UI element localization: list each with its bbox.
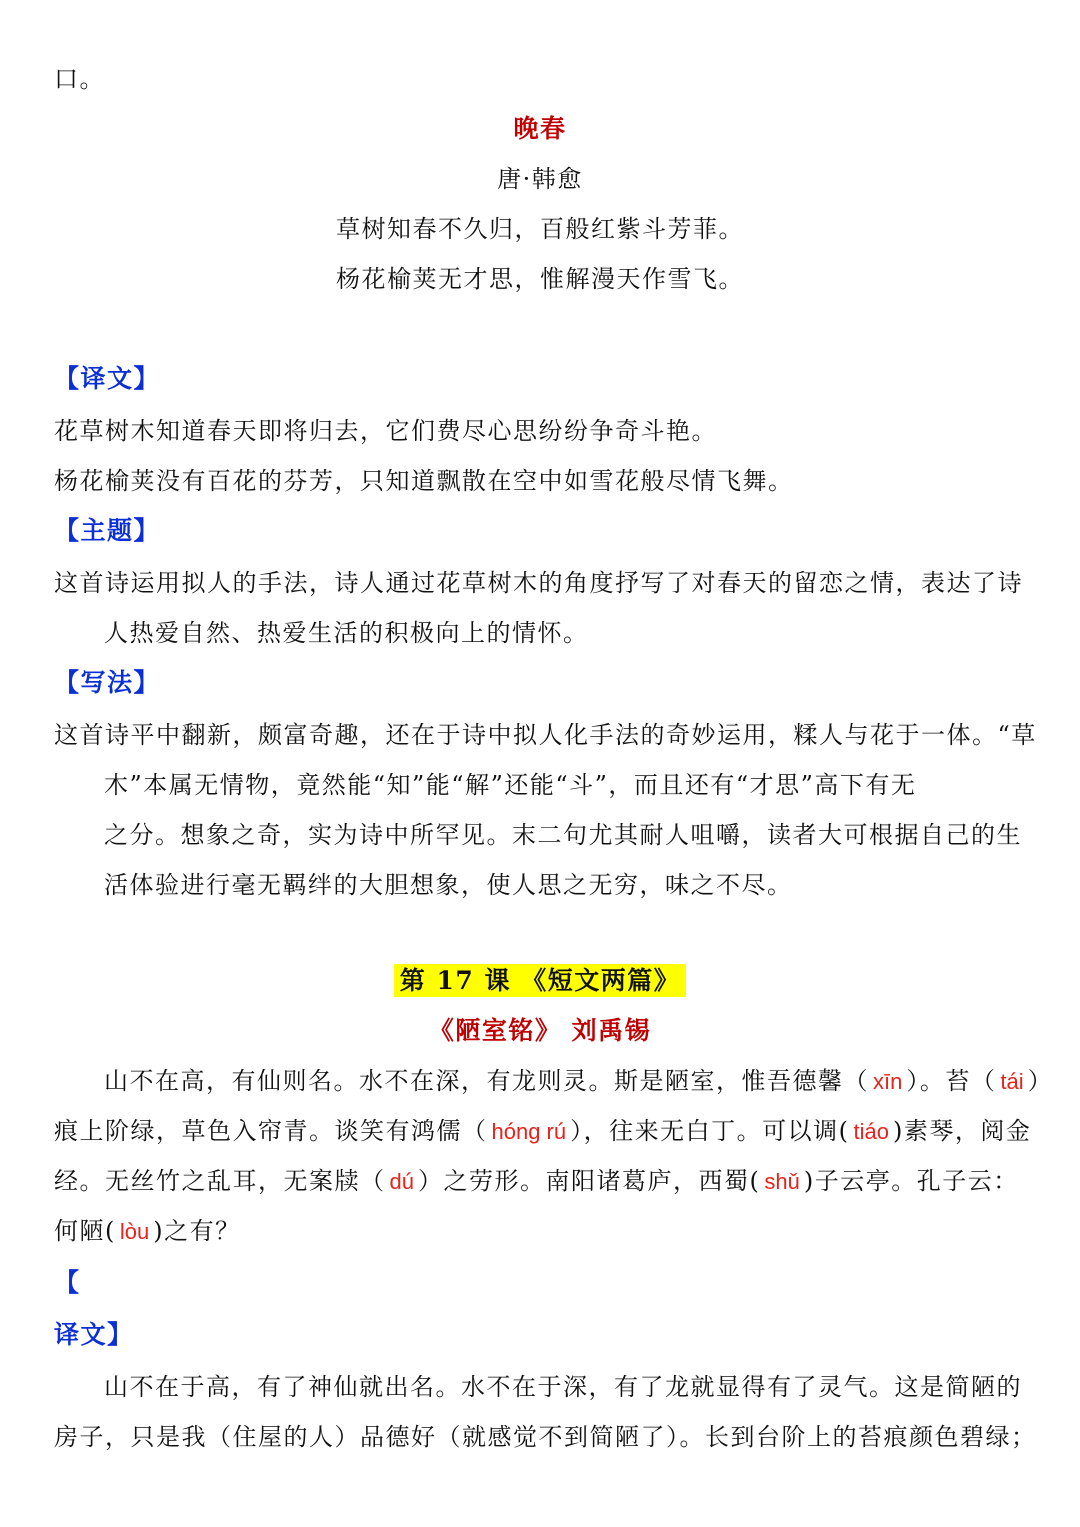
theme-line: 人热爱自然、热爱生活的积极向上的情怀。 xyxy=(104,619,589,647)
poem-line: 草树知春不久归，百般红紫斗芳菲。 xyxy=(336,215,744,243)
text-segment: ）之劳形。南阳诸葛庐，西蜀( xyxy=(417,1167,761,1195)
translation-line: 花草树木知道春天即将归去，它们费尽心思纷纷争奇斗艳。 xyxy=(54,417,717,445)
writing-line: 这首诗平中翻新，颇富奇趣，还在于诗中拟人化手法的奇妙运用，糅人与花于一体。“草 xyxy=(54,721,1037,749)
text-segment: 山不在高，有仙则名。水不在深，有龙则灵。斯是陋室，惟吾德馨（ xyxy=(104,1067,869,1095)
writing-line: 木”本属无情物，竟然能“知”能“解”还能“斗”，而且还有“才思”高下有无 xyxy=(104,771,917,799)
top-fragment: 口。 xyxy=(54,65,105,93)
pinyin: lòu xyxy=(119,1219,150,1244)
lesson-title-row xyxy=(0,966,1080,996)
text-segment: )之有？ xyxy=(153,1217,241,1245)
text-line xyxy=(54,1116,1031,1147)
lesson-subtitle: 《陋室铭》 刘禹锡 xyxy=(428,1016,652,1045)
pinyin: shǔ xyxy=(764,1169,800,1194)
theme-heading: 【主题】 xyxy=(54,516,161,545)
text-line xyxy=(54,1216,241,1247)
text-segment: 经。无丝竹之乱耳，无案牍（ xyxy=(54,1167,386,1195)
pinyin: tiáo xyxy=(853,1119,889,1144)
text-segment: ），往来无白丁。可以调( xyxy=(570,1117,850,1145)
text-segment: )子云亭。孔子云： xyxy=(803,1167,1019,1195)
text-line xyxy=(104,1066,1053,1097)
lesson-translation-heading: 译文】 xyxy=(54,1320,134,1349)
translation-line: 杨花榆荚没有百花的芬芳，只知道飘散在空中如雪花般尽情飞舞。 xyxy=(54,467,794,495)
lesson-translation-heading-open: 【 xyxy=(54,1268,81,1297)
text-segment: )素琴，阅金 xyxy=(892,1117,1032,1145)
writing-line: 活体验进行毫无羁绊的大胆想象，使人思之无穷，味之不尽。 xyxy=(104,871,793,899)
poem-author: 唐·韩愈 xyxy=(497,165,583,193)
text-segment: ） xyxy=(1027,1067,1054,1095)
writing-heading: 【写法】 xyxy=(54,668,161,697)
poem-title: 晚春 xyxy=(513,114,567,143)
pinyin: tái xyxy=(1000,1069,1024,1094)
lesson-title: 第 17 课 《短文两篇》 xyxy=(394,964,686,997)
text-segment: 痕上阶绿，草色入帘青。谈笑有鸿儒（ xyxy=(54,1117,488,1145)
lesson-translation-line: 房子，只是我（住屋的人）品德好（就感觉不到简陋了）。长到台阶上的苔痕颜色碧绿； xyxy=(54,1423,1037,1451)
lesson-translation-line: 山不在于高，有了神仙就出名。水不在于深，有了龙就显得有了灵气。这是简陋的 xyxy=(104,1373,1022,1401)
text-segment: 何陋( xyxy=(54,1217,116,1245)
text-segment: ）。苔（ xyxy=(906,1067,997,1095)
writing-line: 之分。想象之奇，实为诗中所罕见。末二句尤其耐人咀嚼，读者大可根据自己的生 xyxy=(104,821,1022,849)
pinyin: xīn xyxy=(873,1069,903,1094)
pinyin: hóng rú xyxy=(491,1119,567,1144)
poem-line: 杨花榆荚无才思，惟解漫天作雪飞。 xyxy=(336,265,744,293)
translation-heading: 【译文】 xyxy=(54,364,161,393)
pinyin: dú xyxy=(389,1169,414,1194)
theme-line: 这首诗运用拟人的手法，诗人通过花草树木的角度抒写了对春天的留恋之情，表达了诗 xyxy=(54,569,1023,597)
text-line xyxy=(54,1166,1019,1197)
